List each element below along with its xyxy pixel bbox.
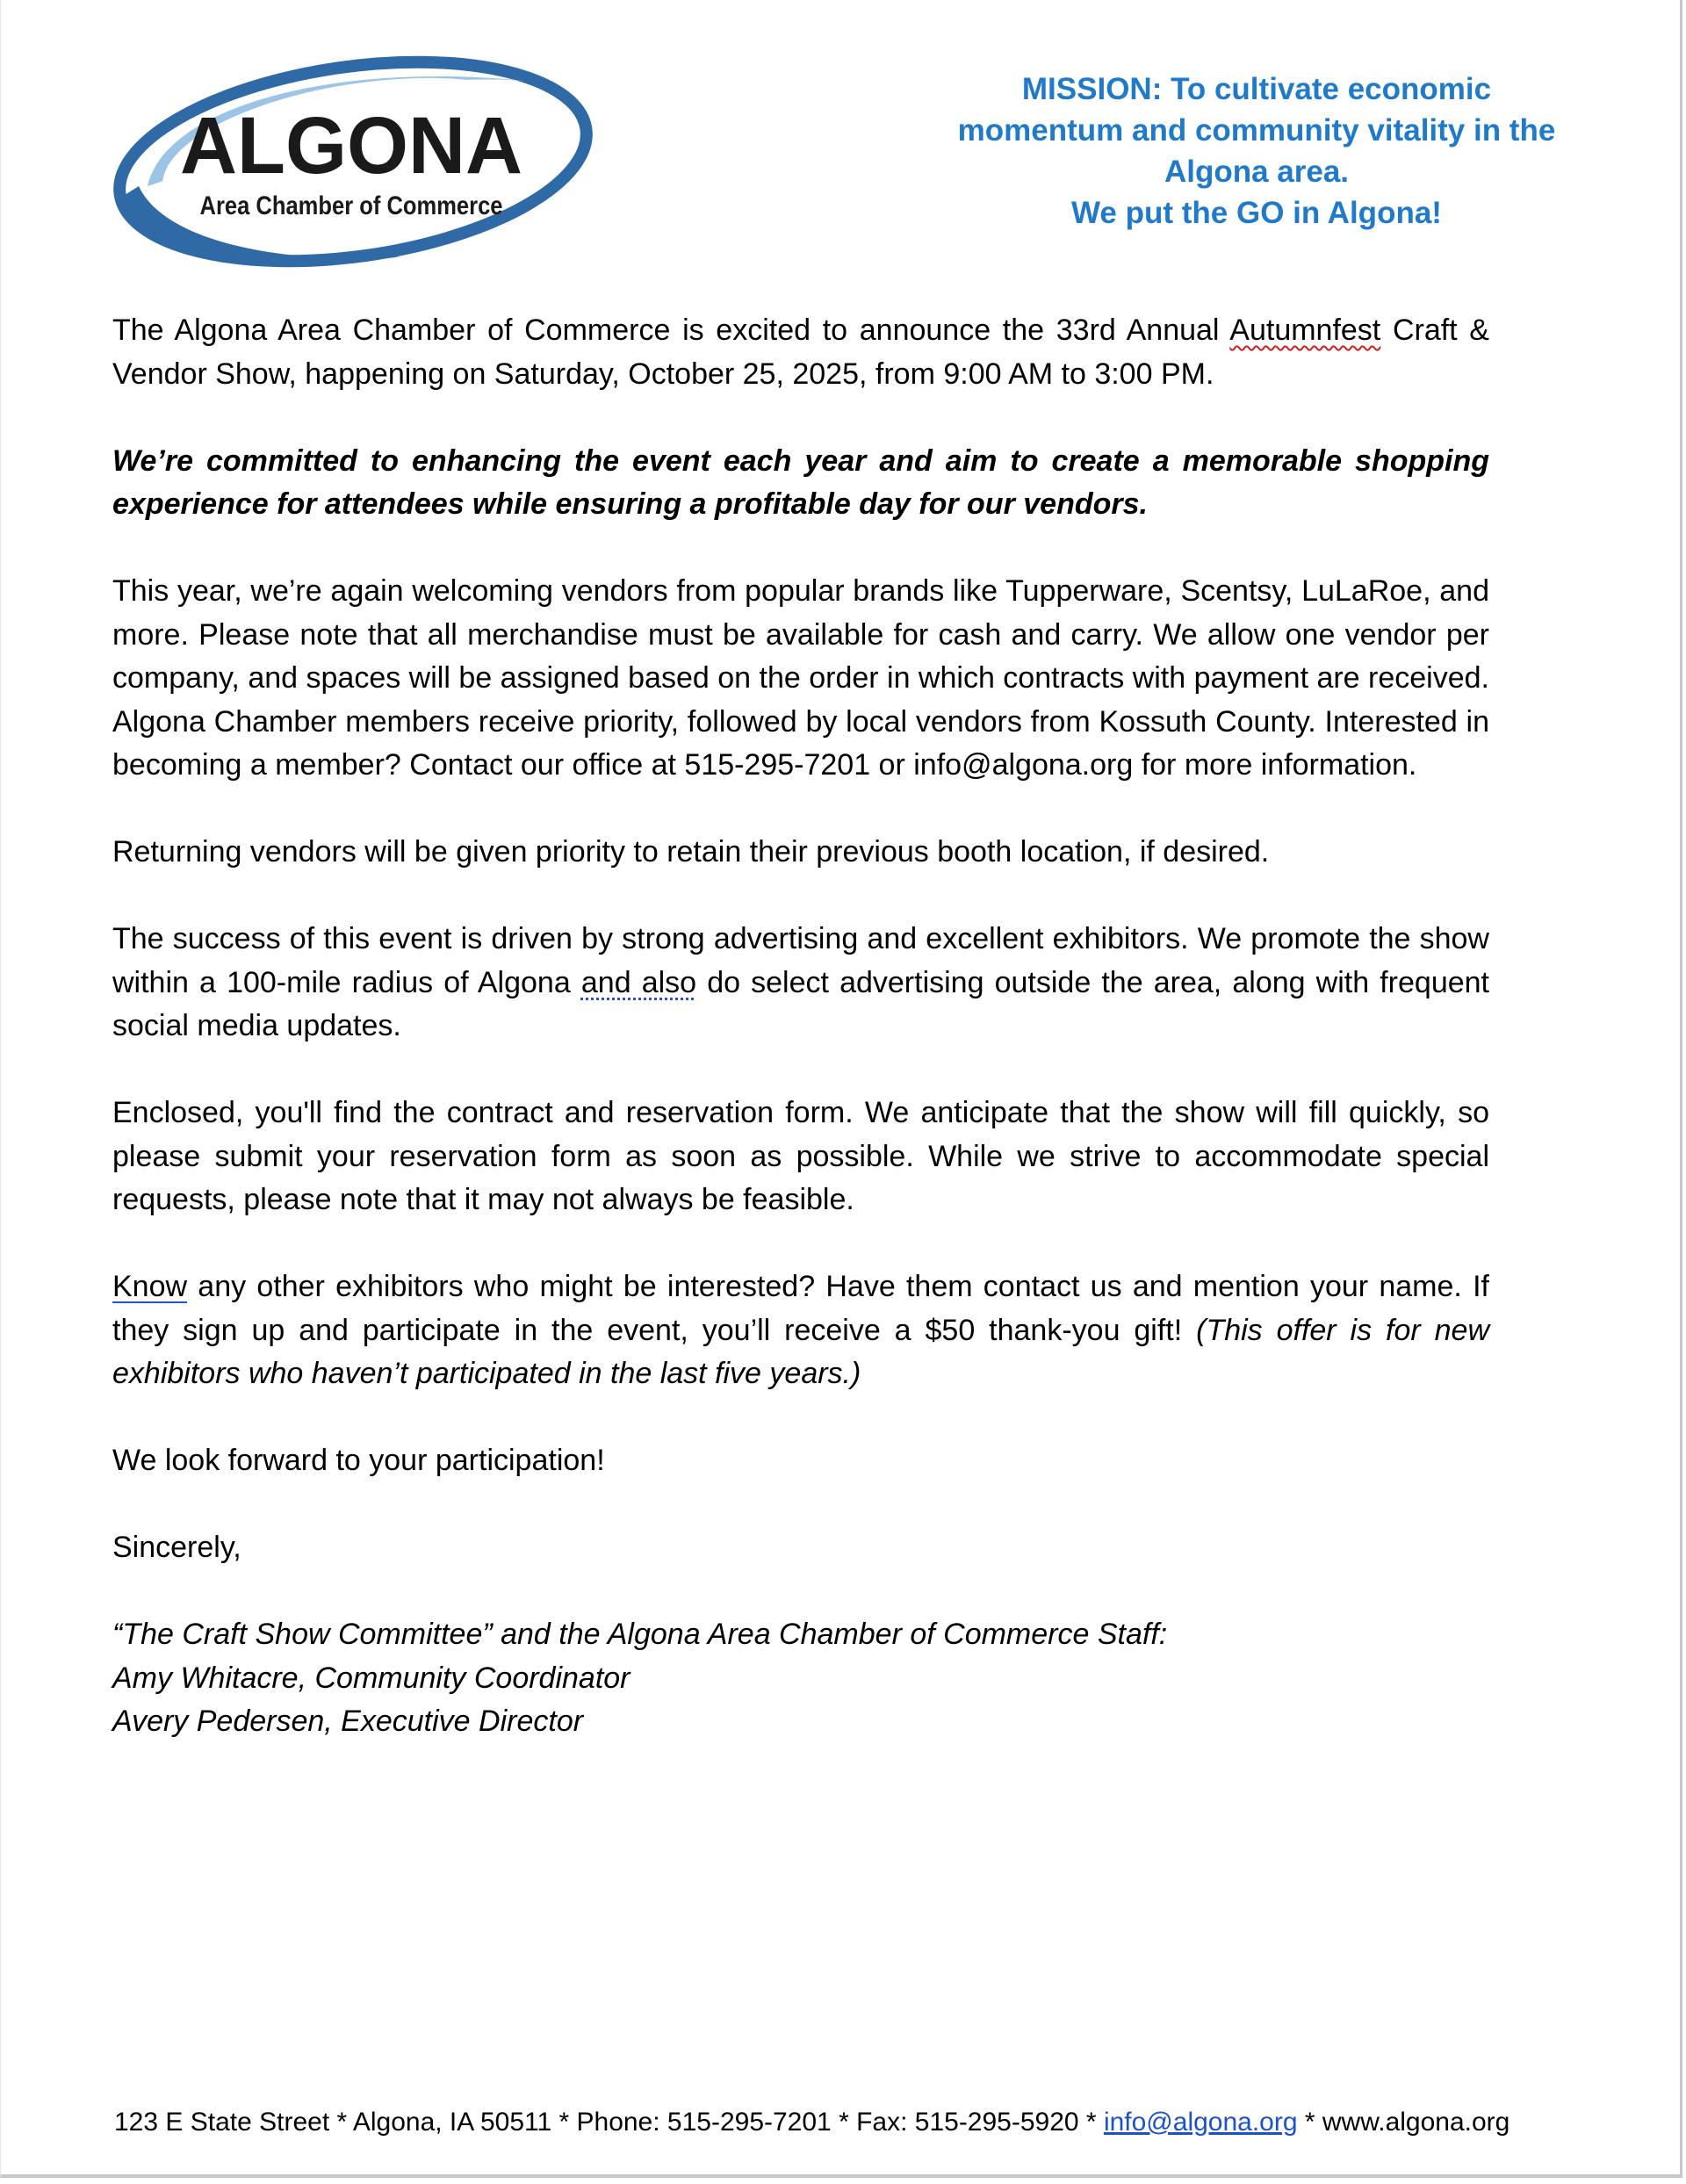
logo-wordmark: ALGONA [180,101,522,191]
footer-address: 123 E State Street * Algona, IA 50511 * Phone: 515-295-7201 * Fax: 515-295-5920 * [114,2108,1104,2137]
style-flag[interactable]: Know [112,1270,188,1303]
algona-chamber-logo [112,54,594,270]
returning-paragraph: Returning vendors will be given priority to retain their previous booth location, if desired. [112,835,1270,869]
sign-off: Sincerely, [112,1531,241,1564]
vendors-paragraph: This year, we’re again welcoming vendors from popular brands like Tupperware, Scentsy, LuLaRoe, and more. Please note that all merchandise must be available for cash and carry. We allow one vendor per company, and spaces will be assigned based on the order in which contracts with payment are received. Algona Chamber members receive priority, followed by local vendors from Kossuth County. Interested in becoming a member? Contact our office at 515-295-7201 or info@algona.org for more information. [112,574,1490,782]
closing-line: We look forward to your participation! [112,1444,605,1477]
spelling-flag[interactable]: Autumnfest [1229,314,1381,347]
signature-block [112,1613,1489,1744]
signature-line: Amy Whitacre, Community Coordinator [112,1661,630,1695]
commitment-paragraph: We’re committed to enhancing the event each year and aim to create a memorable shopping experience for attendees while ensuring a profitable day for our vendors. [112,443,1489,521]
referral-paragraph: Know any other exhibitors who might be interested? Have them contact us and mention your name. If they sign up and participate in the event, you’ll receive a $50 thank-you gift! (This offer is for new exhibitors who haven’t participated in the last five years.) [112,1270,1489,1390]
enclosed-paragraph: Enclosed, you'll find the contract and reservation form. We anticipate that the show will fill quickly, so please submit your reservation form as soon as possible. While we strive to accommodate special requests, please note that it may not always be feasible. [112,1096,1489,1216]
mission-statement [940,68,1574,234]
logo-subtitle: Area Chamber of Commerce [199,191,503,220]
intro-paragraph: The Algona Area Chamber of Commerce is excited to announce the 33rd Annual Autumnfest Craft & Vendor Show, happening on Saturday, October 25, 2025, from 9:00 AM to 3:00 PM. [112,314,1489,391]
footer-email-link[interactable]: info@algona.org [1103,2108,1298,2137]
mission-text: MISSION: To cultivate economic momentum and community vitality in the Algona area. [957,72,1556,189]
footer-contact [114,2105,1607,2140]
footer-website: * www.algona.org [1297,2108,1510,2137]
letter-body [112,309,1489,1787]
signature-line: “The Craft Show Committee” and the Algona Area Chamber of Commerce Staff: [112,1618,1168,1651]
referral-note: (This offer is for new exhibitors who haven’t participated in the last five years.) [112,1313,1489,1390]
mission-tagline: We put the GO in Algona! [1071,196,1442,230]
signature-line: Avery Pedersen, Executive Director [112,1705,584,1738]
grammar-flag[interactable]: and also [580,965,697,999]
success-paragraph: The success of this event is driven by strong advertising and excellent exhibitors. We promote the show within a 100-mile radius of Algona and also do select advertising outside the area, along with frequent social media updates. [112,922,1490,1042]
